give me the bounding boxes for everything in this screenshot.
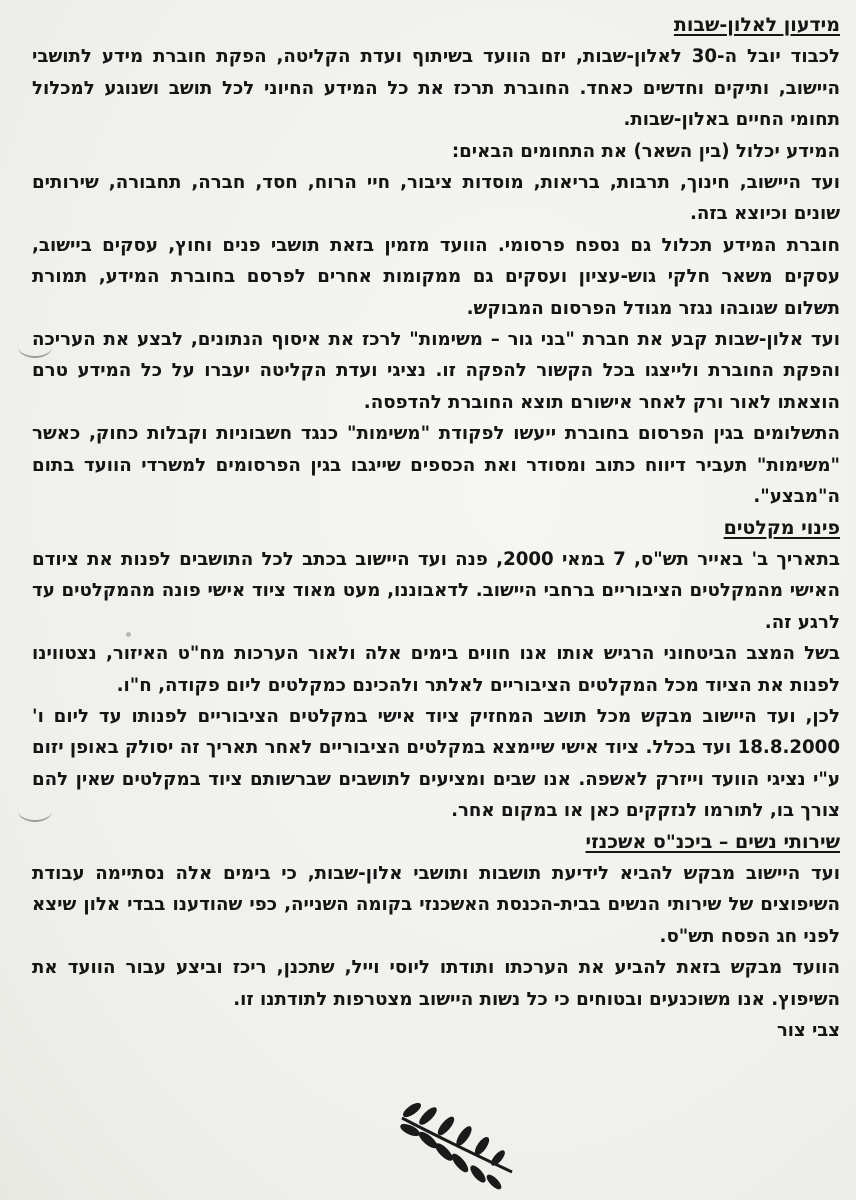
paragraph: המידע יכלול (בין השאר) את התחומים הבאים: [451,140,840,162]
paragraph: בתאריך ב' באייר תש"ס, 7 במאי 2000, פנה ועד היישוב בכתב לכל התושבים לפנות את ציודם האישי מהמקלטים הציבוריים ברחבי היישוב. לדאבוננו, מעט מאוד ציוד אישי פונה מהמקלטים עד לרגע זה. [32,548,840,633]
paragraph: התשלומים בגין הפרסום בחוברת ייעשו לפקודת "משימות" כנגד חשבוניות וקבלות כחוק, כאשר "משימות" תעביר דיווח כתוב ומסודר ואת הכספים שייגבו בגין הפרסומים למשרדי הוועד בתום ה"מבצע". [32,423,840,508]
paragraph: חוברת המידע תכלול גם נספח פרסומי. הוועד מזמין בזאת תושבי פנים וחוץ, עסקים ביישוב, עסקים משאר חלקי גוש-עציון ועסקים גם ממקומות אחרים לפרסם בחוברת המידע, תמורת תשלום שגובהו נגזר מגודל הפרסום המבוקש. [32,234,840,319]
newsletter-body [32,10,840,1046]
paragraph: לכבוד יובל ה-30 לאלון-שבות, יזם הוועד בשיתוף ועדת הקליטה, הפקת חוברת מידע לתושבי היישוב, ותיקים וחדשים כאחד. החוברת תרכז את כל המידע החיוני לכל תושב ושנוגע למכלול תחומי החיים באלון-שבות. [32,46,841,131]
paragraph: ועד היישוב מבקש להביא לידיעת תושבות ותושבי אלון-שבות, כי בימים אלה נסתיימה עבודת השיפוצים של שירותי הנשים בבית-הכנסת האשכנזי בקומה השנייה, כפי שהודענו בבדי אלון שיצא לפני חג הפסח תש"ס. [32,862,840,947]
section-title-info: מידעון לאלון-שבות [673,14,840,36]
paragraph: לכן, ועד היישוב מבקש מכל תושב המחזיק ציוד אישי במקלטים הציבוריים לפנותו עד ליום ו' 18.8.2000 ועד בכלל. ציוד אישי שיימצא במקלטים הציבוריים לאחר תאריך זה יסולק באופן יזום ע"י נציגי הוועד וייזרק לאשפה. אנו שבים ומציעים לתושבים שברשותם ציוד במקלטים שאין להם צורך בו, לתורמו לנזקקים כאן או במקום אחר. [32,705,840,822]
olive-branch-icon [388,1100,518,1190]
section-title-women: שירותי נשים – ביכנ"ס אשכנזי [585,830,840,853]
section-title-shelters: פינוי מקלטים [723,516,840,539]
paragraph: הוועד מבקש בזאת להביע את הערכתו ותודתו ליוסי וייל, שתכנן, ריכז וביצע עבור הוועד את השיפוץ. אנו משוכנעים ובטוחים כי כל נשות היישוב מצטרפות לתודתנו זו. [32,957,840,1010]
paragraph: ועד אלון-שבות קבע את חברת "בני גור – משימות" לרכז את איסוף הנתונים, לבצע את העריכה והפקת החוברת ולייצגו בכל הקשור להפקה זו. נציגי ועדת הקליטה יעברו על כל המידע טרם הוצאתו לאור ורק לאחר אישורם תוצא החוברת להדפסה. [32,329,840,413]
signature: צבי צור [776,1020,840,1041]
paragraph: ועד היישוב, חינוך, תרבות, בריאות, מוסדות ציבור, חיי הרוח, חסד, חברה, תחבורה, שירותים שונים וכיוצא בזה. [32,172,840,225]
paragraph: בשל המצב הביטחוני הרגיש אותו אנו חווים בימים אלה ולאור הערכות מח"ט האיזור, נצטווינו לפנות את הציוד מכל המקלטים הציבוריים לאלתר ולהכינם כמקלטים ליום פקודה, ח"ו. [32,643,840,696]
